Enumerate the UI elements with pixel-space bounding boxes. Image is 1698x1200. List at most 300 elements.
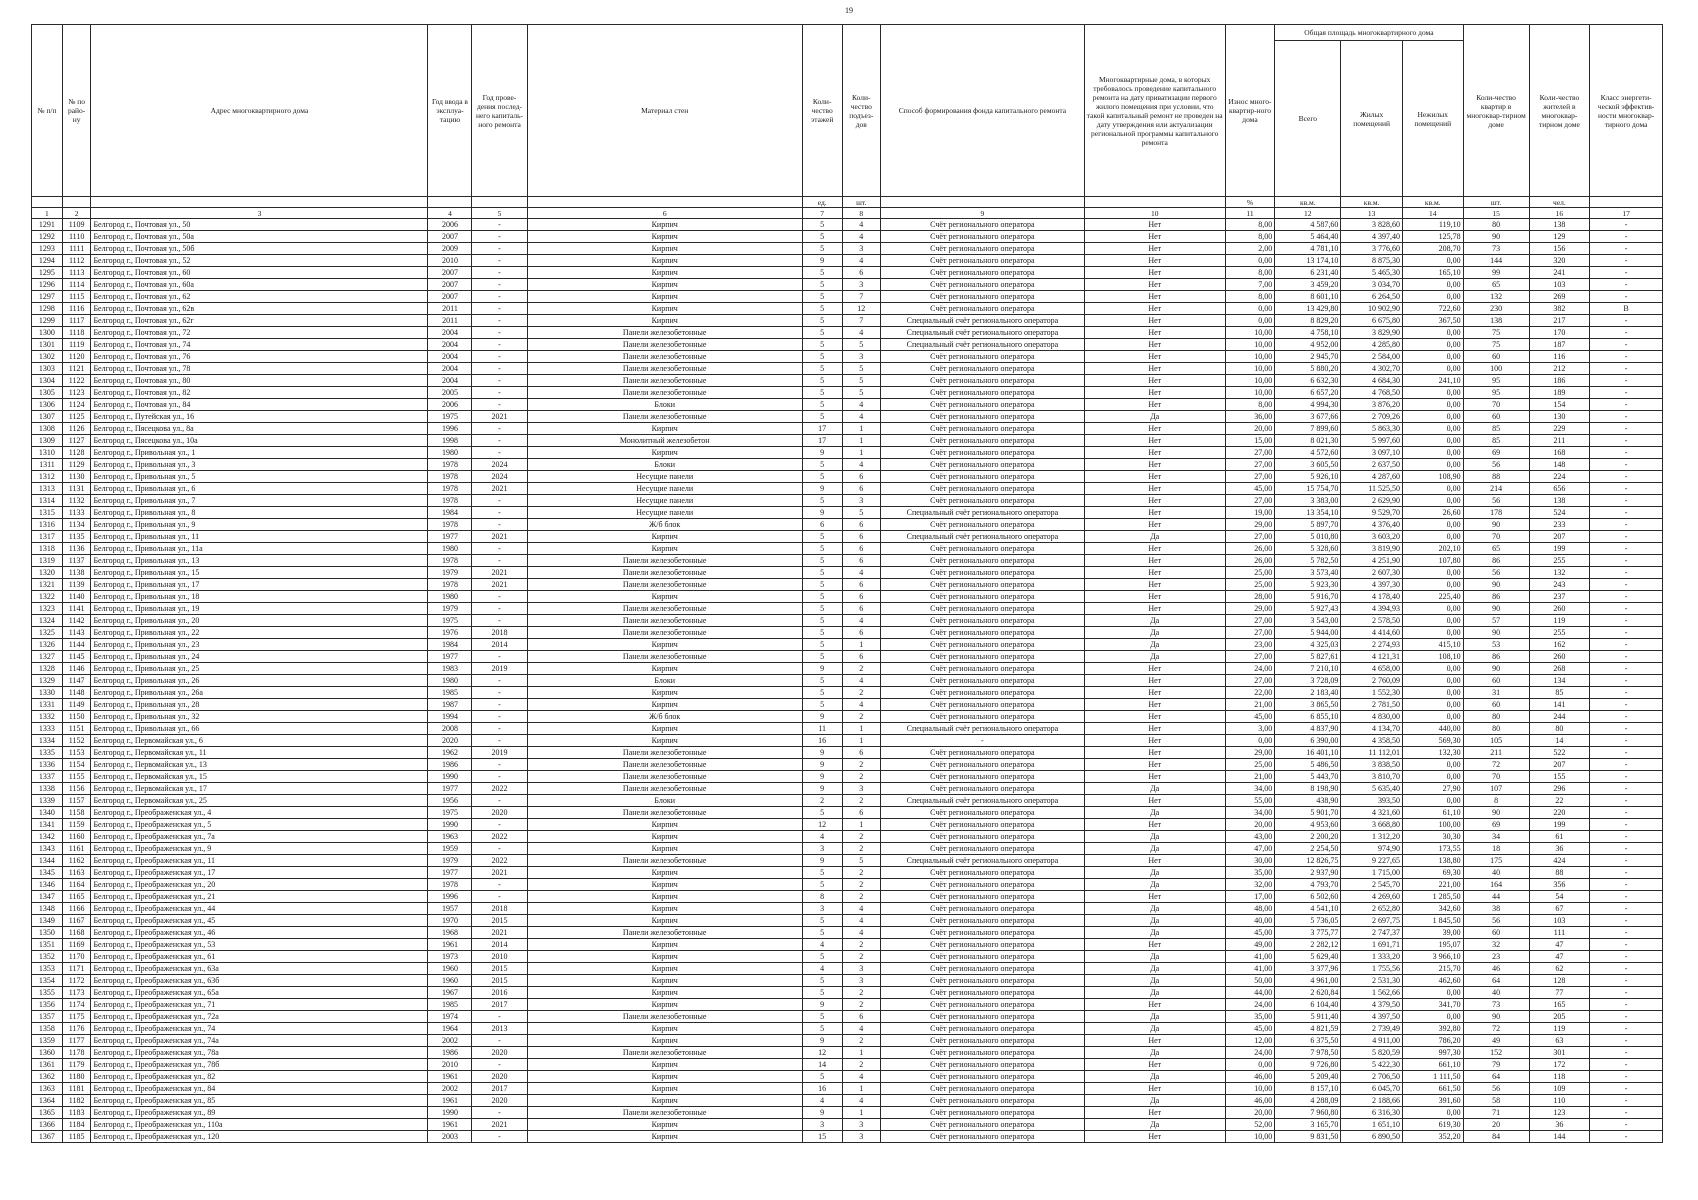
row-repair-required: Да: [1084, 531, 1225, 543]
row-fund-method: Счёт регионального оператора: [881, 435, 1085, 447]
row-wall-material: Кирпич: [527, 879, 802, 891]
row-floors: 5: [802, 495, 842, 507]
row-wall-material: Кирпич: [527, 819, 802, 831]
row-district-num: 1155: [62, 771, 91, 783]
row-fund-method: Счёт регионального оператора: [881, 375, 1085, 387]
row-entrances: 1: [842, 819, 881, 831]
row-district-num: 1159: [62, 819, 91, 831]
row-entrances: 3: [842, 1119, 881, 1131]
row-num: 1367: [32, 1131, 63, 1143]
row-area-total: 8 601,10: [1275, 291, 1341, 303]
row-district-num: 1182: [62, 1095, 91, 1107]
row-apartments: 73: [1463, 243, 1529, 255]
row-area-living: 3 876,20: [1341, 399, 1403, 411]
row-fund-method: Счёт регионального оператора: [881, 951, 1085, 963]
row-repair-required: Нет: [1084, 1107, 1225, 1119]
row-wear: 8,00: [1225, 399, 1275, 411]
row-energy-class: -: [1590, 483, 1663, 495]
row-district-num: 1178: [62, 1047, 91, 1059]
row-year-repair: -: [472, 1107, 527, 1119]
row-area-nonliving: 0,00: [1402, 567, 1463, 579]
row-num: 1335: [32, 747, 63, 759]
row-year-built: 1978: [428, 495, 472, 507]
row-year-built: 1978: [428, 471, 472, 483]
row-energy-class: -: [1590, 795, 1663, 807]
row-year-repair: 2021: [472, 927, 527, 939]
row-year-repair: -: [472, 255, 527, 267]
unit-area-total: кв.м.: [1275, 197, 1341, 208]
row-energy-class: -: [1590, 423, 1663, 435]
table-row: [32, 555, 1663, 567]
row-year-built: 1984: [428, 639, 472, 651]
row-area-total: 4 953,60: [1275, 819, 1341, 831]
row-entrances: 3: [842, 975, 881, 987]
row-wear: 27,00: [1225, 675, 1275, 687]
table-row: [32, 243, 1663, 255]
row-fund-method: Счёт регионального оператора: [881, 1071, 1085, 1083]
row-floors: 2: [802, 795, 842, 807]
row-energy-class: -: [1590, 819, 1663, 831]
row-area-nonliving: 0,00: [1402, 579, 1463, 591]
row-residents: 119: [1529, 1023, 1590, 1035]
row-floors: 5: [802, 315, 842, 327]
row-fund-method: Счёт регионального оператора: [881, 879, 1085, 891]
table-row: [32, 879, 1663, 891]
row-apartments: 90: [1463, 663, 1529, 675]
row-area-nonliving: 0,00: [1402, 795, 1463, 807]
row-area-nonliving: 1 285,50: [1402, 891, 1463, 903]
row-fund-method: Счёт регионального оператора: [881, 1059, 1085, 1071]
row-area-nonliving: 202,10: [1402, 543, 1463, 555]
row-area-nonliving: 0,00: [1402, 351, 1463, 363]
unit-area-living: кв.м.: [1341, 197, 1403, 208]
row-entrances: 6: [842, 651, 881, 663]
row-residents: 320: [1529, 255, 1590, 267]
row-num: 1303: [32, 363, 63, 375]
row-energy-class: -: [1590, 1047, 1663, 1059]
row-entrances: 12: [842, 303, 881, 315]
row-apartments: 56: [1463, 567, 1529, 579]
row-fund-method: Счёт регионального оператора: [881, 279, 1085, 291]
row-fund-method: Счёт регионального оператора: [881, 915, 1085, 927]
table-row: [32, 939, 1663, 951]
row-address: Белгород г., Почтовая ул., 72: [91, 327, 428, 339]
row-area-living: 974,90: [1341, 843, 1403, 855]
row-apartments: 40: [1463, 867, 1529, 879]
row-apartments: 144: [1463, 255, 1529, 267]
row-wear: 28,00: [1225, 591, 1275, 603]
row-fund-method: Счёт регионального оператора: [881, 591, 1085, 603]
header-energy-class: Класс энергети-ческой эффектив-ности многоквар-тирного дома: [1590, 25, 1663, 197]
row-repair-required: Нет: [1084, 723, 1225, 735]
table-row: [32, 699, 1663, 711]
row-residents: 186: [1529, 375, 1590, 387]
row-entrances: 6: [842, 579, 881, 591]
row-num: 1315: [32, 507, 63, 519]
row-area-living: 2 545,70: [1341, 879, 1403, 891]
table-row: [32, 843, 1663, 855]
row-area-total: 6 855,10: [1275, 711, 1341, 723]
row-area-total: 4 325,03: [1275, 639, 1341, 651]
row-year-built: 1961: [428, 1095, 472, 1107]
row-area-living: 1 312,20: [1341, 831, 1403, 843]
row-area-living: 5 863,30: [1341, 423, 1403, 435]
row-floors: 5: [802, 459, 842, 471]
row-year-built: 1973: [428, 951, 472, 963]
row-year-built: 2003: [428, 1131, 472, 1143]
row-wear: 45,00: [1225, 927, 1275, 939]
row-fund-method: Счёт регионального оператора: [881, 1107, 1085, 1119]
row-district-num: 1160: [62, 831, 91, 843]
row-num: 1320: [32, 567, 63, 579]
row-apartments: 75: [1463, 339, 1529, 351]
row-wall-material: Монолитный железобетон: [527, 435, 802, 447]
row-num: 1360: [32, 1047, 63, 1059]
row-repair-required: Нет: [1084, 1131, 1225, 1143]
row-floors: 3: [802, 843, 842, 855]
row-district-num: 1153: [62, 747, 91, 759]
row-repair-required: Нет: [1084, 747, 1225, 759]
row-wear: 17,00: [1225, 891, 1275, 903]
row-num: 1298: [32, 303, 63, 315]
row-area-living: 3 776,60: [1341, 243, 1403, 255]
row-floors: 4: [802, 1095, 842, 1107]
row-apartments: 71: [1463, 1107, 1529, 1119]
column-number: 4: [428, 208, 472, 219]
row-area-total: 6 375,50: [1275, 1035, 1341, 1047]
row-area-nonliving: 0,00: [1402, 711, 1463, 723]
row-wear: 49,00: [1225, 939, 1275, 951]
row-entrances: 2: [842, 795, 881, 807]
row-wear: 10,00: [1225, 363, 1275, 375]
row-floors: 5: [802, 879, 842, 891]
row-energy-class: -: [1590, 1071, 1663, 1083]
row-area-living: 11 525,50: [1341, 483, 1403, 495]
row-area-living: 4 269,60: [1341, 891, 1403, 903]
row-district-num: 1162: [62, 855, 91, 867]
row-area-nonliving: 0,00: [1402, 291, 1463, 303]
row-repair-required: Нет: [1084, 435, 1225, 447]
row-entrances: 2: [842, 951, 881, 963]
row-repair-required: Нет: [1084, 495, 1225, 507]
row-apartments: 70: [1463, 399, 1529, 411]
row-energy-class: -: [1590, 411, 1663, 423]
row-num: 1351: [32, 939, 63, 951]
table-row: [32, 675, 1663, 687]
row-energy-class: В: [1590, 303, 1663, 315]
row-area-living: 4 397,40: [1341, 231, 1403, 243]
row-num: 1296: [32, 279, 63, 291]
row-area-nonliving: 26,60: [1402, 507, 1463, 519]
row-energy-class: -: [1590, 771, 1663, 783]
row-district-num: 1185: [62, 1131, 91, 1143]
row-entrances: 7: [842, 315, 881, 327]
table-row: [32, 303, 1663, 315]
row-fund-method: Счёт регионального оператора: [881, 567, 1085, 579]
table-row: [32, 627, 1663, 639]
table-row: [32, 423, 1663, 435]
row-repair-required: Нет: [1084, 459, 1225, 471]
table-row: [32, 807, 1663, 819]
row-apartments: 34: [1463, 831, 1529, 843]
row-year-built: 1978: [428, 555, 472, 567]
row-floors: 5: [802, 987, 842, 999]
row-apartments: 86: [1463, 591, 1529, 603]
row-apartments: 44: [1463, 891, 1529, 903]
row-address: Белгород г., Преображенская ул., 20: [91, 879, 428, 891]
row-area-living: 9 529,70: [1341, 507, 1403, 519]
row-entrances: 6: [842, 591, 881, 603]
row-district-num: 1138: [62, 567, 91, 579]
row-apartments: 60: [1463, 351, 1529, 363]
row-year-built: 1994: [428, 711, 472, 723]
row-wear: 8,00: [1225, 231, 1275, 243]
row-energy-class: -: [1590, 315, 1663, 327]
row-entrances: 4: [842, 411, 881, 423]
row-wall-material: Кирпич: [527, 843, 802, 855]
row-area-nonliving: 108,90: [1402, 471, 1463, 483]
row-wear: 41,00: [1225, 951, 1275, 963]
row-area-living: 6 675,80: [1341, 315, 1403, 327]
row-wear: 46,00: [1225, 1095, 1275, 1107]
row-area-living: 4 321,60: [1341, 807, 1403, 819]
row-num: 1333: [32, 723, 63, 735]
row-wall-material: Панели железобетонные: [527, 603, 802, 615]
row-year-repair: -: [472, 279, 527, 291]
table-row: [32, 291, 1663, 303]
row-address: Белгород г., Привольная ул., 19: [91, 603, 428, 615]
row-address: Белгород г., Привольная ул., 7: [91, 495, 428, 507]
row-repair-required: Да: [1084, 975, 1225, 987]
row-residents: 199: [1529, 543, 1590, 555]
row-energy-class: -: [1590, 375, 1663, 387]
row-fund-method: Счёт регионального оператора: [881, 771, 1085, 783]
row-wall-material: Несущие панели: [527, 483, 802, 495]
row-wear: 27,00: [1225, 615, 1275, 627]
row-floors: 5: [802, 387, 842, 399]
row-area-total: 2 945,70: [1275, 351, 1341, 363]
row-repair-required: Нет: [1084, 891, 1225, 903]
row-apartments: 80: [1463, 711, 1529, 723]
row-area-total: 5 923,30: [1275, 579, 1341, 591]
row-year-repair: -: [472, 507, 527, 519]
row-area-total: 12 826,75: [1275, 855, 1341, 867]
row-area-total: 3 543,00: [1275, 615, 1341, 627]
row-district-num: 1158: [62, 807, 91, 819]
row-year-repair: 2022: [472, 831, 527, 843]
row-area-living: 1 333,20: [1341, 951, 1403, 963]
row-year-built: 2007: [428, 267, 472, 279]
row-wall-material: Кирпич: [527, 255, 802, 267]
row-floors: 5: [802, 687, 842, 699]
row-area-total: 8 198,90: [1275, 783, 1341, 795]
row-year-built: 1968: [428, 927, 472, 939]
row-area-nonliving: 1 111,50: [1402, 1071, 1463, 1083]
row-num: 1307: [32, 411, 63, 423]
row-wear: 0,00: [1225, 303, 1275, 315]
row-area-total: 15 754,70: [1275, 483, 1341, 495]
row-residents: 138: [1529, 219, 1590, 231]
row-wall-material: Панели железобетонные: [527, 651, 802, 663]
row-wear: 3,00: [1225, 723, 1275, 735]
row-district-num: 1145: [62, 651, 91, 663]
row-wall-material: Кирпич: [527, 903, 802, 915]
row-area-nonliving: 215,70: [1402, 963, 1463, 975]
row-entrances: 5: [842, 339, 881, 351]
row-entrances: 6: [842, 483, 881, 495]
header-num: № п/п: [32, 25, 63, 197]
row-year-built: 1962: [428, 747, 472, 759]
row-fund-method: Счёт регионального оператора: [881, 1083, 1085, 1095]
row-apartments: 57: [1463, 615, 1529, 627]
row-fund-method: Счёт регионального оператора: [881, 1035, 1085, 1047]
row-apartments: 88: [1463, 471, 1529, 483]
row-year-built: 1985: [428, 999, 472, 1011]
row-residents: 217: [1529, 315, 1590, 327]
row-num: 1324: [32, 615, 63, 627]
row-entrances: 6: [842, 603, 881, 615]
row-address: Белгород г., Преображенская ул., 11: [91, 855, 428, 867]
row-residents: 424: [1529, 855, 1590, 867]
row-fund-method: Счёт регионального оператора: [881, 615, 1085, 627]
row-floors: 5: [802, 339, 842, 351]
row-num: 1347: [32, 891, 63, 903]
row-year-repair: 2017: [472, 999, 527, 1011]
row-district-num: 1128: [62, 447, 91, 459]
row-wall-material: Панели железобетонные: [527, 759, 802, 771]
row-area-total: 3 728,09: [1275, 675, 1341, 687]
row-wall-material: Кирпич: [527, 987, 802, 999]
row-residents: 224: [1529, 471, 1590, 483]
row-energy-class: -: [1590, 1095, 1663, 1107]
row-energy-class: -: [1590, 1083, 1663, 1095]
row-year-repair: 2018: [472, 903, 527, 915]
row-district-num: 1131: [62, 483, 91, 495]
row-fund-method: Счёт регионального оператора: [881, 891, 1085, 903]
row-area-total: 3 605,50: [1275, 459, 1341, 471]
row-residents: 522: [1529, 747, 1590, 759]
row-num: 1359: [32, 1035, 63, 1047]
row-area-living: 4 394,93: [1341, 603, 1403, 615]
row-year-built: 2004: [428, 363, 472, 375]
row-district-num: 1173: [62, 987, 91, 999]
row-district-num: 1140: [62, 591, 91, 603]
table-row: [32, 1107, 1663, 1119]
row-fund-method: Счёт регионального оператора: [881, 411, 1085, 423]
row-district-num: 1147: [62, 675, 91, 687]
row-fund-method: Счёт регионального оператора: [881, 303, 1085, 315]
row-year-built: 2009: [428, 243, 472, 255]
row-address: Белгород г., Преображенская ул., 7а: [91, 831, 428, 843]
row-energy-class: -: [1590, 711, 1663, 723]
row-wear: 45,00: [1225, 1023, 1275, 1035]
row-year-repair: -: [472, 495, 527, 507]
row-district-num: 1129: [62, 459, 91, 471]
table-row: [32, 327, 1663, 339]
row-wall-material: Кирпич: [527, 219, 802, 231]
row-area-nonliving: 0,00: [1402, 519, 1463, 531]
row-repair-required: Нет: [1084, 279, 1225, 291]
row-district-num: 1156: [62, 783, 91, 795]
row-floors: 5: [802, 243, 842, 255]
row-address: Белгород г., Привольная ул., 8: [91, 507, 428, 519]
row-district-num: 1181: [62, 1083, 91, 1095]
row-area-nonliving: 0,00: [1402, 771, 1463, 783]
row-entrances: 7: [842, 291, 881, 303]
row-repair-required: Нет: [1084, 231, 1225, 243]
row-district-num: 1146: [62, 663, 91, 675]
row-address: Белгород г., Привольная ул., 15: [91, 567, 428, 579]
row-address: Белгород г., Привольная ул., 32: [91, 711, 428, 723]
row-year-built: 2007: [428, 231, 472, 243]
row-residents: 109: [1529, 1083, 1590, 1095]
row-area-living: 2 739,49: [1341, 1023, 1403, 1035]
row-year-repair: -: [472, 351, 527, 363]
row-wear: 12,00: [1225, 1035, 1275, 1047]
row-year-built: 1983: [428, 663, 472, 675]
row-entrances: 3: [842, 495, 881, 507]
row-entrances: 6: [842, 519, 881, 531]
row-district-num: 1168: [62, 927, 91, 939]
row-wear: 7,00: [1225, 279, 1275, 291]
row-wear: 35,00: [1225, 1011, 1275, 1023]
row-area-nonliving: 138,80: [1402, 855, 1463, 867]
row-area-living: 4 397,30: [1341, 579, 1403, 591]
row-apartments: 85: [1463, 423, 1529, 435]
row-year-built: 1987: [428, 699, 472, 711]
row-address: Белгород г., Привольная ул., 24: [91, 651, 428, 663]
row-apartments: 23: [1463, 951, 1529, 963]
row-year-repair: -: [472, 819, 527, 831]
row-energy-class: -: [1590, 939, 1663, 951]
row-entrances: 4: [842, 699, 881, 711]
row-fund-method: Счёт регионального оператора: [881, 423, 1085, 435]
row-district-num: 1116: [62, 303, 91, 315]
row-energy-class: -: [1590, 219, 1663, 231]
row-area-total: 6 502,60: [1275, 891, 1341, 903]
row-address: Белгород г., Пясецкова ул., 10а: [91, 435, 428, 447]
row-area-living: 2 652,80: [1341, 903, 1403, 915]
table-row: [32, 579, 1663, 591]
row-apartments: 90: [1463, 519, 1529, 531]
row-floors: 5: [802, 951, 842, 963]
row-year-repair: -: [472, 387, 527, 399]
row-year-built: 1980: [428, 675, 472, 687]
row-wall-material: Кирпич: [527, 423, 802, 435]
row-entrances: 1: [842, 1047, 881, 1059]
row-year-built: 1977: [428, 651, 472, 663]
row-area-total: 3 165,70: [1275, 1119, 1341, 1131]
row-num: 1356: [32, 999, 63, 1011]
row-area-living: 6 890,50: [1341, 1131, 1403, 1143]
row-area-nonliving: 661,50: [1402, 1083, 1463, 1095]
row-repair-required: Нет: [1084, 699, 1225, 711]
table-row: [32, 471, 1663, 483]
table-row: [32, 903, 1663, 915]
row-num: 1338: [32, 783, 63, 795]
row-repair-required: Да: [1084, 411, 1225, 423]
row-district-num: 1113: [62, 267, 91, 279]
row-floors: 5: [802, 303, 842, 315]
table-row: [32, 663, 1663, 675]
row-energy-class: -: [1590, 651, 1663, 663]
table-row: [32, 651, 1663, 663]
row-year-repair: 2016: [472, 987, 527, 999]
row-entrances: 2: [842, 939, 881, 951]
row-address: Белгород г., Преображенская ул., 74а: [91, 1035, 428, 1047]
row-entrances: 2: [842, 831, 881, 843]
row-residents: 154: [1529, 399, 1590, 411]
